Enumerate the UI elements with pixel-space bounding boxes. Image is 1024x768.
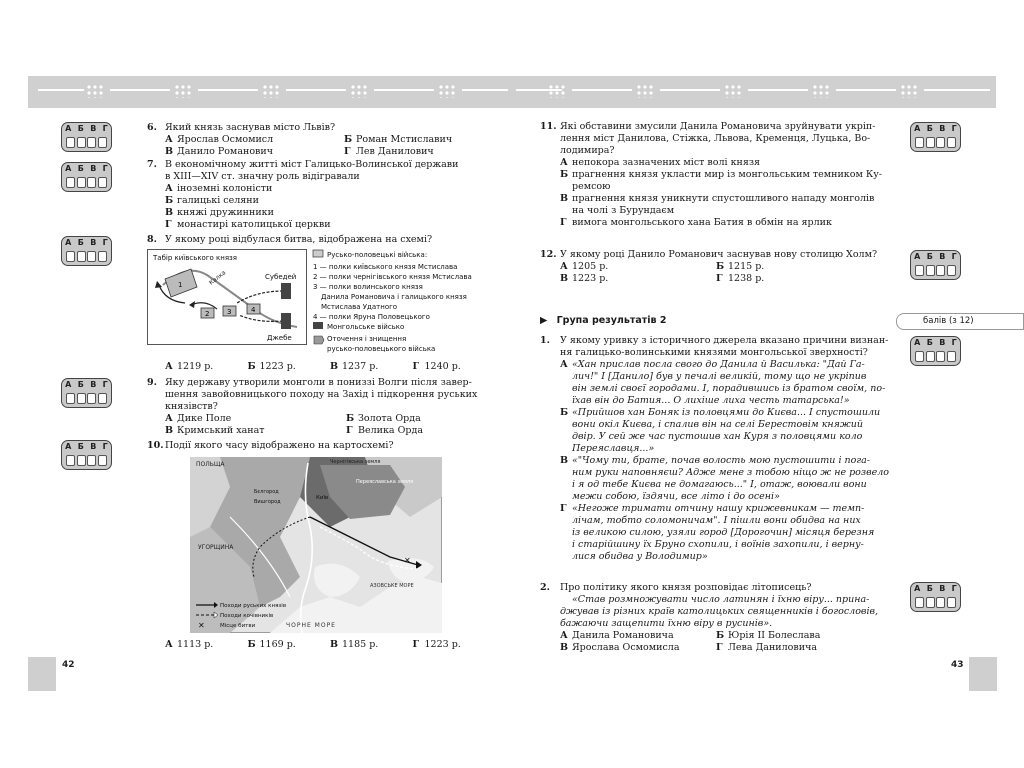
page-number: 42 bbox=[62, 660, 75, 670]
subedei-label: Субедей bbox=[265, 273, 297, 281]
svg-text:Русько-половецькі війська:: Русько-половецькі війська: bbox=[327, 251, 428, 259]
question-10: 10.Події якого часу відображено на картосхемі? bbox=[147, 440, 394, 451]
group-title: ▶ Група результатів 2 bbox=[540, 315, 667, 326]
river-label: Калка bbox=[207, 269, 228, 287]
svg-text:Мстислава Удатного: Мстислава Удатного bbox=[321, 303, 398, 311]
svg-text:1: 1 bbox=[178, 281, 183, 289]
jebe-label: Джебе bbox=[267, 334, 292, 342]
question-11: 11. Які обставини змусили Данила Романовича зруйнувати укріп- лення міст Данилова, Стіжка, Львова, Кременця, Луцька, Во- лодимира? А непокора зазначених міст волі князя Б прагнення князя укласти мир із монгольським темником Ку- ремсою В прагнення князя уникнути спустошливого нападу монголів на чолі з Бурундаєм Г вимога монгольського хана Батия в обмін на ярлик bbox=[540, 121, 883, 228]
right-page bbox=[512, 0, 1024, 768]
svg-text:Походи кочівників: Походи кочівників bbox=[220, 613, 274, 619]
historical-map bbox=[190, 457, 442, 633]
svg-text:Походи руських князів: Походи руських князів bbox=[220, 603, 287, 609]
question-6: 6. Який князь заснував місто Львів? А Ярослав Осмомисл Б Роман Мстиславич В Данило Романович Г Лев Данилович bbox=[147, 122, 453, 157]
svg-text:русько-половецького війська: русько-половецького війська bbox=[327, 345, 436, 353]
top-decor-band bbox=[28, 76, 512, 108]
svg-text:Данила Романовича і галицького: Данила Романовича і галицького князя bbox=[321, 293, 467, 301]
answer-box-q12[interactable]: А Б В Г bbox=[910, 250, 961, 280]
svg-text:Місце битви: Місце битви bbox=[220, 623, 256, 629]
question-8-options: А 1219 р. Б 1223 р. В 1237 р. Г 1240 р. bbox=[165, 361, 461, 372]
svg-text:2 — полки чернігівського князя: 2 — полки чернігівського князя Мстислава bbox=[313, 273, 472, 281]
camp-label: Табір київського князя bbox=[153, 254, 237, 262]
svg-text:2: 2 bbox=[205, 310, 210, 318]
answer-box-q9[interactable]: А Б В Г bbox=[61, 378, 112, 408]
group2-question-2: 2. Про політику якого князя розповідає літописець? «Став розмножувати число латинян і їхню віру... прина- джував із різних країв католицьких священників і богословів, бажаючи защепити їхню віру в русинів». А Данила Романовича Б Юрія ІІ Болеслава В Ярослава Осмомисла Г Лева Даниловича bbox=[540, 582, 879, 653]
page-corner-tab bbox=[969, 657, 997, 691]
svg-text:✕: ✕ bbox=[404, 556, 411, 565]
map-label-hungary: УГОРЩИНА bbox=[198, 544, 234, 551]
battle-scheme bbox=[147, 249, 307, 345]
map-label-black-sea: ЧОРНЕ МОРЕ bbox=[286, 622, 336, 629]
svg-text:4 — полки Яруна Половецького: 4 — полки Яруна Половецького bbox=[313, 313, 430, 321]
svg-text:Оточення і знищення: Оточення і знищення bbox=[327, 335, 407, 343]
page-number: 43 bbox=[951, 660, 964, 670]
svg-text:3: 3 bbox=[227, 308, 232, 316]
map-label-azov: АЗОВСЬКЕ МОРЕ bbox=[370, 583, 414, 589]
question-9: 9. Яку державу утворили монголи в пониззі Волги після завер- шення завойовницького походу на Захід і підкорення руських князівств? А Дике Поле Б Золота Орда В Кримський ханат Г Велика Орда bbox=[147, 377, 478, 436]
answer-box-g2-1[interactable]: А Б В Г bbox=[910, 336, 961, 366]
page-corner-tab bbox=[28, 657, 56, 691]
svg-text:3 — полки волинського князя: 3 — полки волинського князя bbox=[313, 283, 423, 291]
svg-text:Монгольське військо: Монгольське військо bbox=[327, 323, 405, 331]
svg-text:1 — полки київського князя Мст: 1 — полки київського князя Мстислава bbox=[313, 263, 458, 271]
map-label-vyshhorod: Вишгород bbox=[254, 499, 281, 505]
answer-box-q10[interactable]: А Б В Г bbox=[61, 440, 112, 470]
scheme-legend bbox=[311, 248, 491, 354]
answer-box-g2-2[interactable]: А Б В Г bbox=[910, 582, 961, 612]
svg-text:4: 4 bbox=[251, 306, 256, 314]
question-10-options: А 1113 р. Б 1169 р. В 1185 р. Г 1223 р. bbox=[165, 639, 461, 650]
score-box: балів (з 12) bbox=[896, 313, 1024, 330]
question-7: 7. В економічному житті міст Галицько-Волинської держави в XIII—XIV ст. значну роль відігравали А іноземні колоністи Б галицькі селяни В княжі дружинники Г монастирі католицької церкви bbox=[147, 159, 459, 230]
map-label-belgorod: Бєлгород bbox=[254, 489, 279, 495]
map-label-pereiaslav: Переяславська земля bbox=[356, 479, 414, 485]
answer-box-q7[interactable]: А Б В Г bbox=[61, 162, 112, 192]
question-12: 12. У якому році Данило Романович заснував нову столицю Холм? А 1205 р. Б 1215 р. В 1223 р. Г 1238 р. bbox=[540, 249, 878, 284]
svg-text:✕: ✕ bbox=[198, 621, 205, 630]
group2-question-1: 1. У якому уривку з історичного джерела вказано причини визнан- ня галицько-волинськими князями монгольської зверхності? А «Хан прислав посла свого до Данила й Василька: "Дай Га- лич!" І [Данило] був у печалі великій, тому що не укріпив він землі своєї городами. І, порадившись із братом своїм, по- їхав він до Батия... О лихіше лиха честь татарська!» Б «Прийшов хан Боняк із половцями до Києва... І спустошили вони окіл Києва, і спалив він на селі Берестовім княжий двір. У сей же час пустошив хан Куря з половцями коло Переяславця...» В «"Чому ти, брате, почав волость мою пустошити і пога- ним руки наповняєш? Адже мене з тобою ніщо ж не розвело і я од тебе Києва не домагаюсь..." І, отаж, воювали вони межи собою, їздячи, все літо і до осені» Г «Негоже тримати отчину нашу крижевникам — темп- лічам, тобто соломоничам". І пішли вони обидва на них із великою силою, узяли город [Дорогочин] місяця березня і старійшину їх Бруно схопили, і воїнів захопили, і верну- лися обидва у Володимир» bbox=[540, 335, 889, 562]
top-decor-band bbox=[512, 76, 996, 108]
answer-box-q8[interactable]: А Б В Г bbox=[61, 236, 112, 266]
question-8: 8. У якому році відбулася битва, відображена на схемі? bbox=[147, 234, 433, 245]
answer-box-q6[interactable]: А Б В Г bbox=[61, 122, 112, 152]
map-label-poland: ПОЛЬЩА bbox=[196, 461, 225, 468]
triangle-bullet-icon: ▶ bbox=[540, 315, 548, 326]
map-label-chernihiv: Чернігівська земля bbox=[330, 459, 381, 465]
map-label-kyiv: Київ bbox=[316, 495, 329, 501]
answer-box-q11[interactable]: А Б В Г bbox=[910, 122, 961, 152]
